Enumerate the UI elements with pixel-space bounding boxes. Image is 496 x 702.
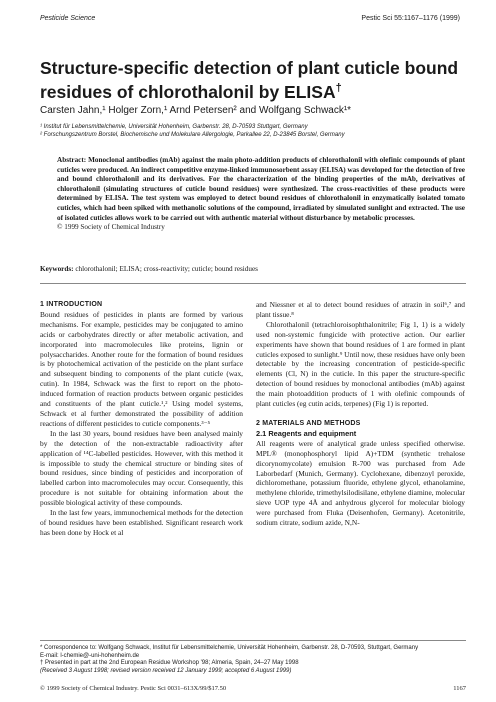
title-footnote-mark: † [335, 82, 342, 94]
paragraph: In the last 30 years, bound residues have been analysed mainly by the detection of the non-extractable radioactivity after application of ¹⁴C-labelled pesticides. However, with this method it is impossible to study the chemical structure or binding sites of bound residues, since binding of pesticides and incorporation of labelled carbon into macromolecules may occur. Consequently, this procedure is not suitable for obtaining information about the possible biological activity of these compounds. [40, 428, 243, 508]
footer-copyright: © 1999 Society of Chemical Industry. Pestic Sci 0031–613X/99/$17.50 [40, 685, 227, 692]
paragraph: All reagents were of analytical grade unless specified otherwise. MPL® (monophosphoryl lipid A)+TDM (synthetic trehalose dicorynomycolate) emulsion R-700 was purchased from Ade Laborbedarf (Munich, Germany). Cyclohexane, dibenzoyl peroxide, dichloromethane, potassium fluoride, ethylene glycol, ethanolamine, methylene chloride, trimethylsilodisilane, ethylene diamine, molecular sieve UOP type 4Å and anhydrous glycerol for molecular biology were purchased from Fluka (Deisenhofen, Germany). Acetonitrile, sodium citrate, sodium azide, N,N- [256, 438, 465, 528]
article-title [40, 58, 460, 102]
footnote-received: (Received 3 August 1998; revised version received 12 January 1999; accepted 6 August 1999) [40, 667, 292, 674]
paragraph: Chlorothalonil (tetrachloroisophthalonitrile; Fig 1, 1) is a widely used non-systemic fungicide with protective action. Our earlier experiments have shown that bound residues of 1 are formed in plant cuticles exposed to sunlight.⁹ Until now, these residues have only been detectable by the increasing concentration of pesticide-specific elements (Cl, N) in the cuticle. In this paper the structure-specific detection of bound residues by monoclonal antibodies (mAb) against the main photoaddition products of 1 with olefinic compounds of plant cuticles (eg cutin acids, terpenes) (Fig 1) is reported. [256, 319, 465, 409]
left-column [40, 300, 243, 538]
abstract-text: Abstract: Monoclonal antibodies (mAb) against the main photo-addition products of chlorothalonil with olefinic compounds of plant cuticles were produced. An indirect competitive enzyme-linked immunosorbent assay (ELISA) was developed for the detection of free and bound chlorothalonil and its derivatives. For the characterization of the binding properties of the mAb, derivatives of chlorothalonil (simulating structures of cuticle bound residues) were synthesized. The cross-reactivities of these products were determined by ELISA. The test system was employed to detect bound residues of chlorothalonil in enzymatically isolated tomato cuticles, which had been spiked with methanolic solutions of the compound, irradiated by simulated sunlight and extracted. The use of isolated cuticles allows work to be carried out with authentic material without disturbance by metabolic processes. [57, 156, 465, 222]
subsection-heading-reagents: 2.1 Reagents and equipment [256, 428, 357, 438]
footnote-correspondence: * Correspondence to: Wolfgang Schwack, Institut für Lebensmittelchemie, Universität Hohenheim, Garbenstr. 28, D-70593, Stuttgart, Germany [40, 645, 419, 651]
footnote-presented: † Presented in part at the 2nd European Residue Workshop '98; Almeria, Spain, 24–27 May 1998 [40, 660, 299, 667]
running-header-section: Pesticide Science [40, 15, 96, 22]
title-text: Structure-specific detection of plant cuticle bound residues of chlorothalonil by ELISA [40, 58, 459, 102]
divider [40, 283, 466, 284]
abstract [57, 156, 465, 233]
keywords [40, 265, 460, 273]
keywords-list: chlorothalonil; ELISA; cross-reactivity; cuticle; bound residues [75, 265, 258, 273]
running-header-citation: Pestic Sci 55:1167–1176 (1999) [361, 15, 460, 22]
section-heading-introduction: 1 INTRODUCTION [40, 301, 103, 308]
abstract-copyright: © 1999 Society of Chemical Industry [57, 223, 165, 232]
section-heading-methods: 2 MATERIALS AND METHODS [256, 419, 361, 427]
page-number: 1167 [453, 685, 466, 692]
paragraph: In the last few years, immunochemical methods for the detection of bound residues have been established. Significant research work has been done by Hock et al [40, 508, 243, 537]
divider [40, 640, 466, 641]
paragraph: and Niessner et al to detect bound residues of atrazin in soil⁶,⁷ and plant tissue.⁸ [256, 300, 465, 319]
paragraph: Bound residues of pesticides in plants are formed by various mechanisms. For example, pesticides may be conjugated to amino acids or carbohydrates directly or after metabolic activation, and incorporated into macromolecules like proteins, lignin or polysaccharides. Another route for the formation of bound residues is by photochemical activation of the pesticide on the plant surface and subsequent binding to components of the plant cuticle (wax, cutin). In 1984, Schwack was the first to report on the photo-induced formation of reaction products between organic pesticides and constituents of the plant cuticle.¹,² Using model systems, Schwack et al further demonstrated the possibility of addition reactions of different pesticides to cuticle components.³⁻⁵ [40, 309, 243, 428]
author-list: Carsten Jahn,¹ Holger Zorn,¹ Arnd Petersen² and Wolfgang Schwack¹* [40, 105, 352, 116]
right-column [256, 300, 465, 528]
affiliation-2: ² Forschungszentrum Borstel, Biochemische und Molekulare Allergologie, Parkallee 22, D-23845 Borstel, Germany [40, 132, 345, 138]
footnote-email: E-mail: l-chemie@-uni-hohenheim.de [40, 652, 140, 659]
keywords-label: Keywords: [40, 265, 74, 273]
affiliation-1: ¹ Institut für Lebensmittelchemie, Universität Hohenheim, Garbenstr. 28, D-70593 Stuttgart, Germany [40, 124, 308, 130]
footnotes [40, 645, 466, 675]
